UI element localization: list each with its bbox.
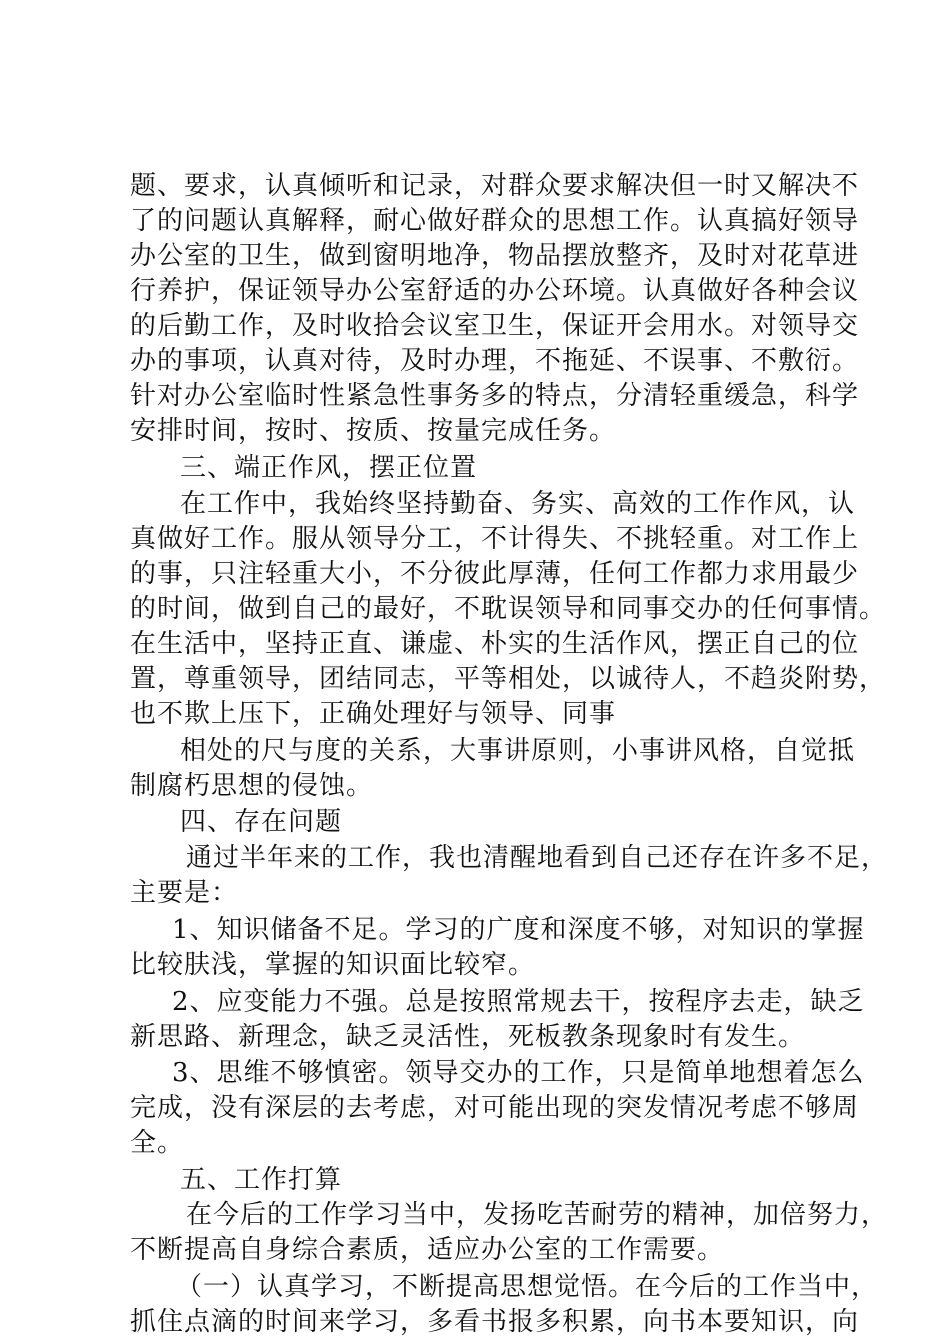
text-line: （一）认真学习，不断提高思想觉悟。在今后的工作当中， <box>176 1272 879 1302</box>
text-line: 新思路、新理念，缺乏灵活性，死板教条现象时有发生。 <box>130 1022 806 1052</box>
text-line: 不断提高自身综合素质，适应办公室的工作需要。 <box>130 1235 725 1265</box>
text-line: 完成，没有深层的去考虑，对可能出现的突发情况考虑不够周 <box>130 1093 860 1123</box>
text-line: 针对办公室临时性紧急性事务多的特点，分清轻重缓急，科学 <box>130 381 860 411</box>
list-item: 1、知识储备不足。学习的广度和深度不够，对知识的掌握 <box>172 915 865 945</box>
list-item: 2、应变能力不强。总是按照常规去干，按程序去走，缺乏 <box>172 987 865 1017</box>
text-line: 办公室的卫生，做到窗明地净，物品摆放整齐，及时对花草进 <box>130 241 860 271</box>
text-line: 的时间，做到自己的最好，不耽误领导和同事交办的任何事情。 <box>130 594 887 624</box>
section-heading: 三、端正作风，摆正位置 <box>180 453 478 483</box>
text-line: 通过半年来的工作，我也清醒地看到自己还存在许多不足， <box>186 843 889 873</box>
text-line: 主要是： <box>130 878 239 908</box>
text-line: 的后勤工作，及时收拾会议室卫生，保证开会用水。对领导交 <box>130 311 860 341</box>
text-line: 安排时间，按时、按质、按量完成任务。 <box>130 416 617 446</box>
text-line: 在工作中，我始终坚持勤奋、务实、高效的工作作风，认 <box>180 489 856 519</box>
text-line: 置，尊重领导，团结同志，平等相处，以诚待人，不趋炎附势， <box>130 664 887 694</box>
list-item: 3、思维不够慎密。领导交办的工作，只是简单地想着怎么 <box>172 1058 865 1088</box>
text-line: 了的问题认真解释，耐心做好群众的思想工作。认真搞好领导 <box>130 206 860 236</box>
text-line: 题、要求，认真倾听和记录，对群众要求解决但一时又解决不 <box>130 171 860 201</box>
section-heading: 五、工作打算 <box>180 1165 343 1195</box>
text-line: 在今后的工作学习当中，发扬吃苦耐劳的精神，加倍努力， <box>186 1200 889 1230</box>
text-line: 全。 <box>130 1128 185 1158</box>
section-heading: 四、存在问题 <box>180 807 343 837</box>
text-line: 行养护，保证领导办公室舒适的办公环境。认真做好各种会议 <box>130 276 860 306</box>
text-line: 抓住点滴的时间来学习，多看书报多积累，向书本要知识，向 <box>130 1307 860 1337</box>
text-line: 也不欺上压下，正确处理好与领导、同事 <box>130 699 617 729</box>
text-line: 的事，只注轻重大小，不分彼此厚薄，任何工作都力求用最少 <box>130 559 860 589</box>
text-line: 比较肤浅，掌握的知识面比较窄。 <box>130 950 536 980</box>
text-line: 办的事项，认真对待，及时办理，不拖延、不误事、不敷衍。 <box>130 346 860 376</box>
text-line: 相处的尺与度的关系，大事讲原则，小事讲风格，自觉抵 <box>180 736 856 766</box>
text-line: 制腐朽思想的侵蚀。 <box>130 771 374 801</box>
text-line: 在生活中，坚持正直、谦虚、朴实的生活作风，摆正自己的位 <box>130 629 860 659</box>
text-line: 真做好工作。服从领导分工，不计得失、不挑轻重。对工作上 <box>130 524 860 554</box>
